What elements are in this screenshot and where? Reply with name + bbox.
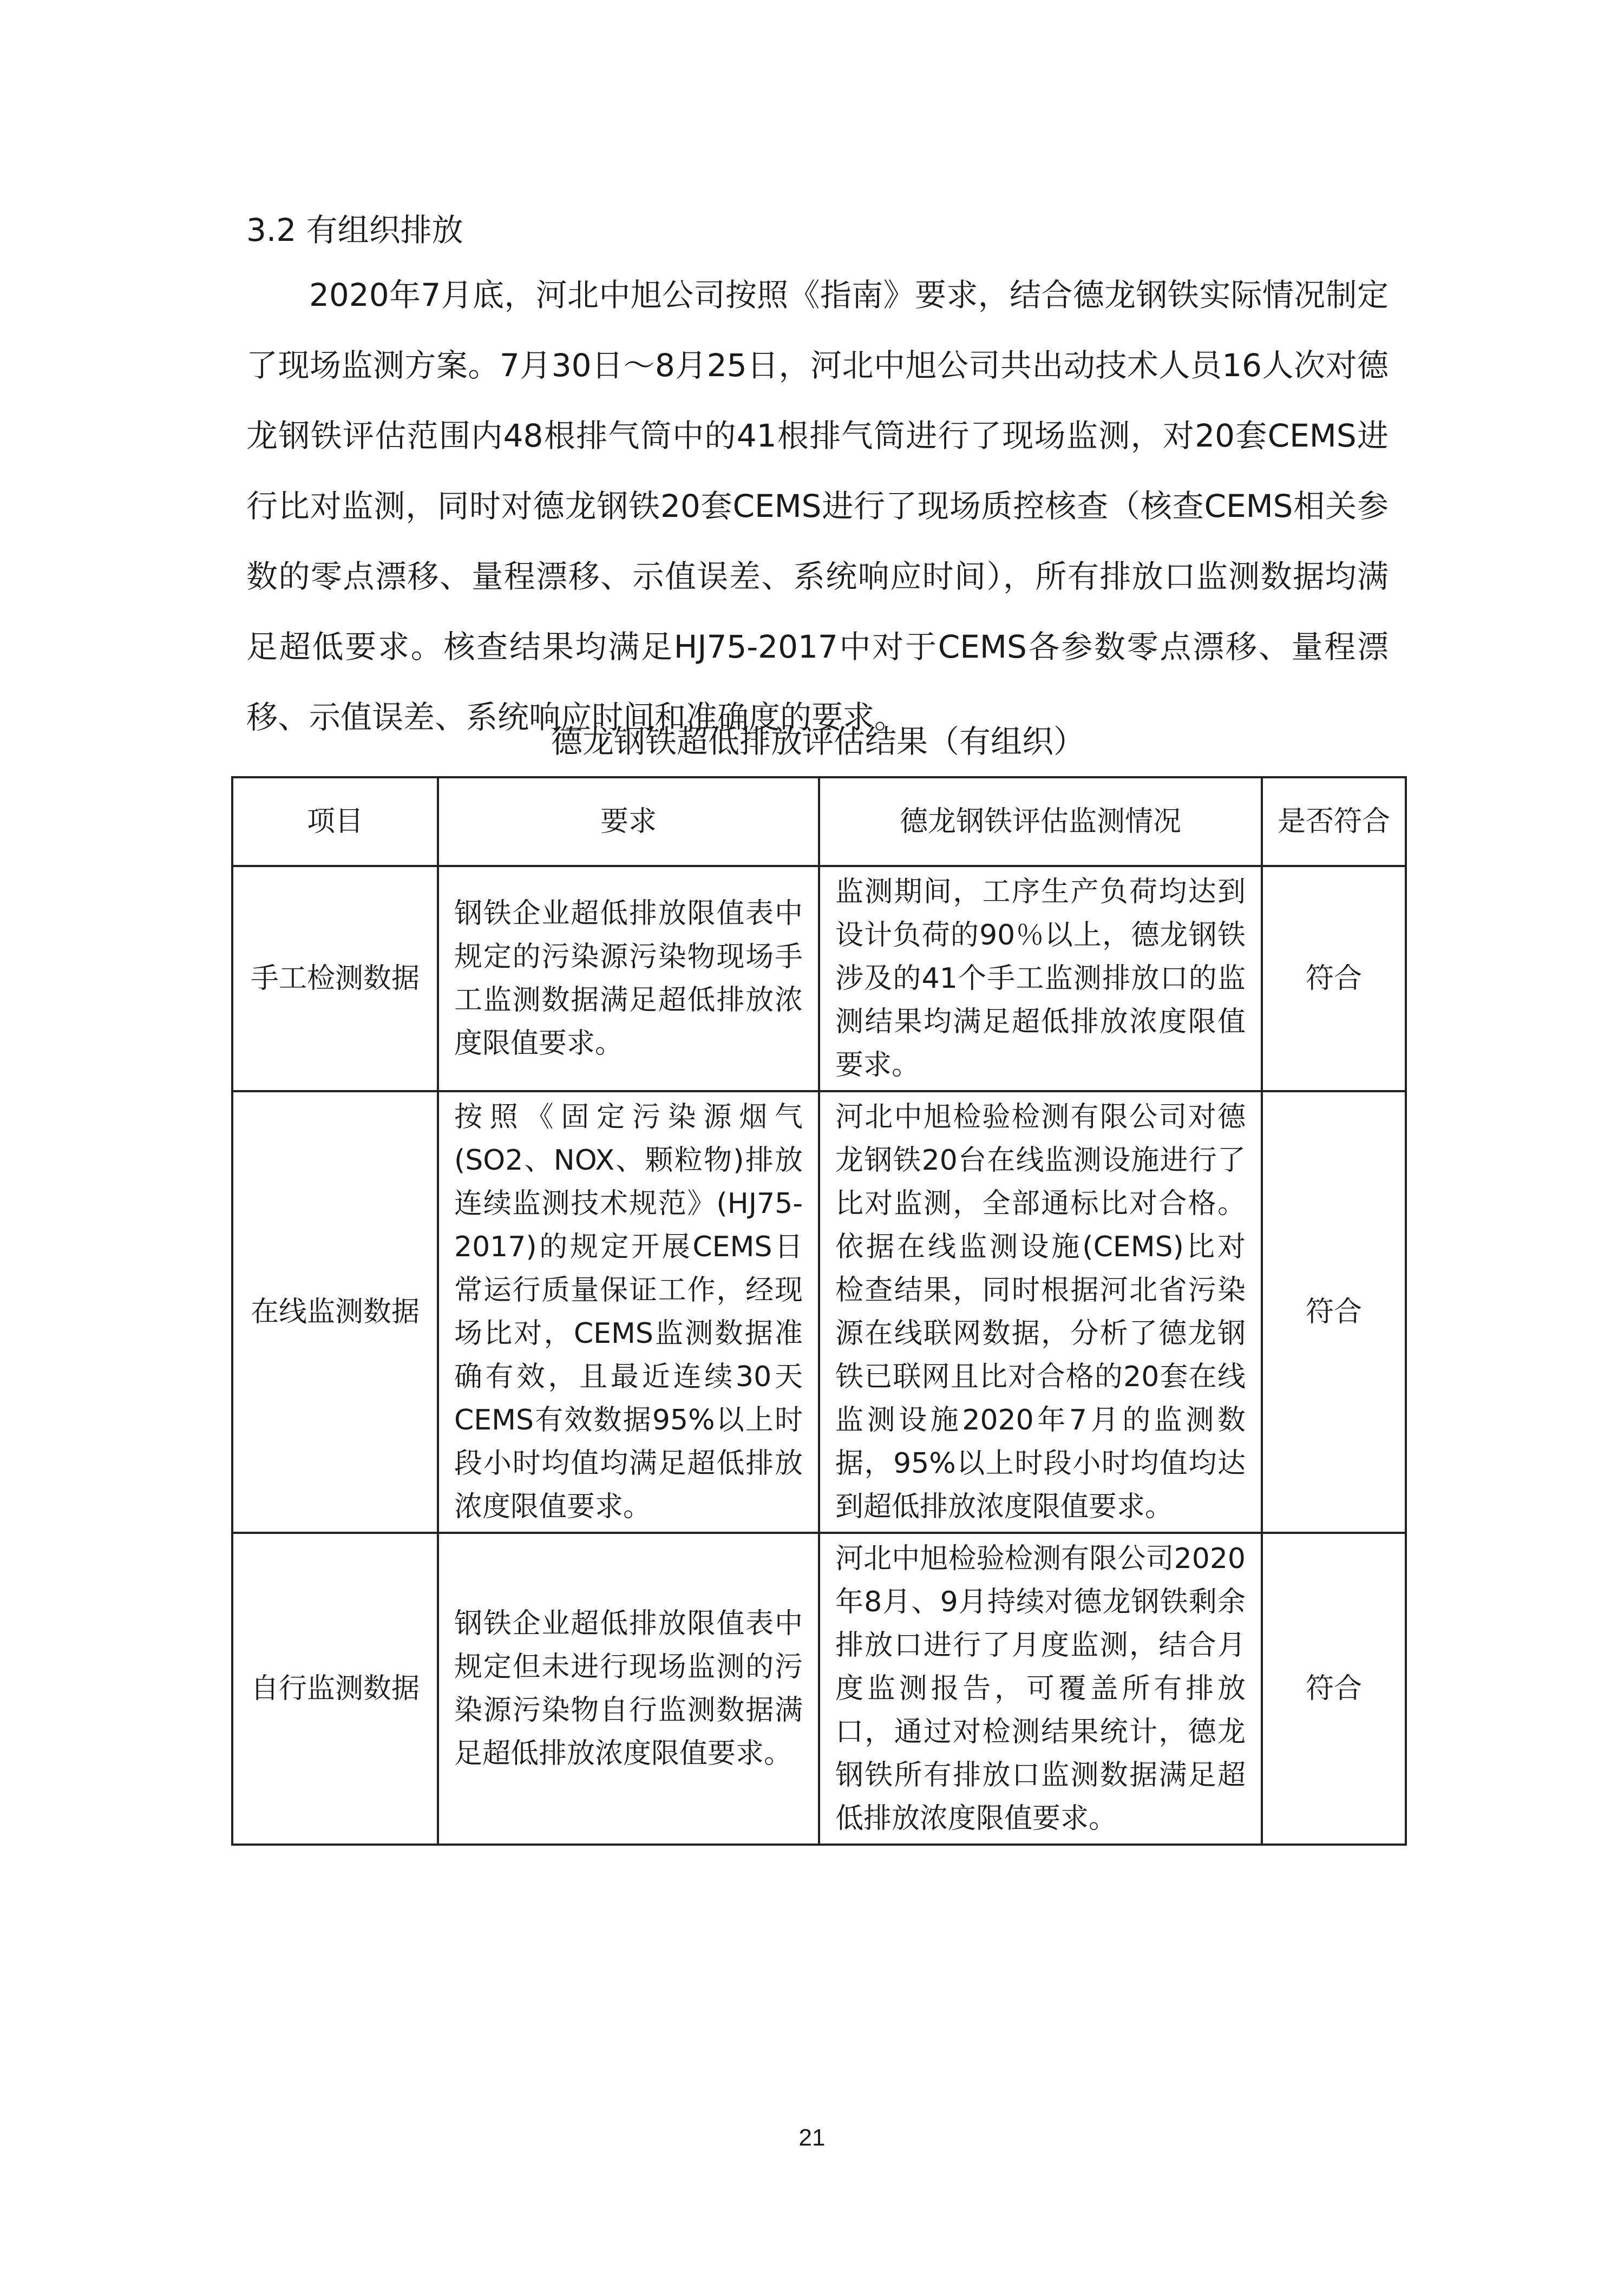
cell-item: 自行监测数据	[232, 1533, 438, 1845]
paragraph: 2020年7月底，河北中旭公司按照《指南》要求，结合德龙钢铁实际情况制定了现场监测方案。7月30日～8月25日，河北中旭公司共出动技术人员16人次对德龙钢铁评估范围内48根排气筒中的41根排气筒进行了现场监测，对20套CEMS进行比对监测，同时对德龙钢铁20套CEMS进行了现场质控核查（核查CEMS相关参数的零点漂移、量程漂移、示值误差、系统响应时间），所有排放口监测数据均满足超低要求。核查结果均满足HJ75-2017中对于CEMS各参数零点漂移、量程漂移、示值误差、系统响应时间和准确度的要求。	[246, 277, 1389, 736]
cell-situation: 河北中旭检验检测有限公司对德龙钢铁20台在线监测设施进行了比对监测，全部通标比对合格。依据在线监测设施(CEMS)比对检查结果，同时根据河北省污染源在线联网数据，分析了德龙钢铁已联网且比对合格的20套在线监测设施2020年7月的监测数据，95%以上时段小时均值均达到超低排放浓度限值要求。	[819, 1091, 1262, 1533]
table-caption: 德龙钢铁超低排放评估结果（有组织）	[551, 723, 1085, 760]
header-requirement: 要求	[438, 777, 819, 866]
section-heading: 3.2 有组织排放	[246, 212, 463, 248]
cell-requirement: 按照《固定污染源烟气(SO2、NOX、颗粒物)排放连续监测技术规范》(HJ75-2017)的规定开展CEMS日常运行质量保证工作，经现场比对，CEMS监测数据准确有效，且最近连续30天CEMS有效数据95%以上时段小时均值均满足超低排放浓度限值要求。	[438, 1091, 819, 1533]
cell-item: 在线监测数据	[232, 1091, 438, 1533]
cell-situation: 监测期间，工序生产负荷均达到设计负荷的90％以上，德龙钢铁涉及的41个手工监测排放口的监测结果均满足超低排放浓度限值要求。	[819, 866, 1262, 1091]
cell-item: 手工检测数据	[232, 866, 438, 1091]
results-table	[231, 776, 1407, 1846]
cell-compliant: 符合	[1262, 866, 1406, 1091]
cell-compliant: 符合	[1262, 1091, 1406, 1533]
cell-requirement: 钢铁企业超低排放限值表中规定的污染源污染物现场手工监测数据满足超低排放浓度限值要求。	[438, 866, 819, 1091]
table-row	[232, 1091, 1406, 1533]
cell-requirement: 钢铁企业超低排放限值表中规定但未进行现场监测的污染源污染物自行监测数据满足超低排放浓度限值要求。	[438, 1533, 819, 1845]
header-item: 项目	[232, 777, 438, 866]
table-row	[232, 1533, 1406, 1845]
table-row	[232, 866, 1406, 1091]
cell-situation: 河北中旭检验检测有限公司2020年8月、9月持续对德龙钢铁剩余排放口进行了月度监测，结合月度监测报告，可覆盖所有排放口，通过对检测结果统计，德龙钢铁所有排放口监测数据满足超低排放浓度限值要求。	[819, 1533, 1262, 1845]
table-header-row	[232, 777, 1406, 866]
cell-compliant: 符合	[1262, 1533, 1406, 1845]
page-number: 21	[798, 2124, 826, 2151]
header-situation: 德龙钢铁评估监测情况	[819, 777, 1262, 866]
section-body	[246, 260, 1389, 752]
header-compliant: 是否符合	[1262, 777, 1406, 866]
